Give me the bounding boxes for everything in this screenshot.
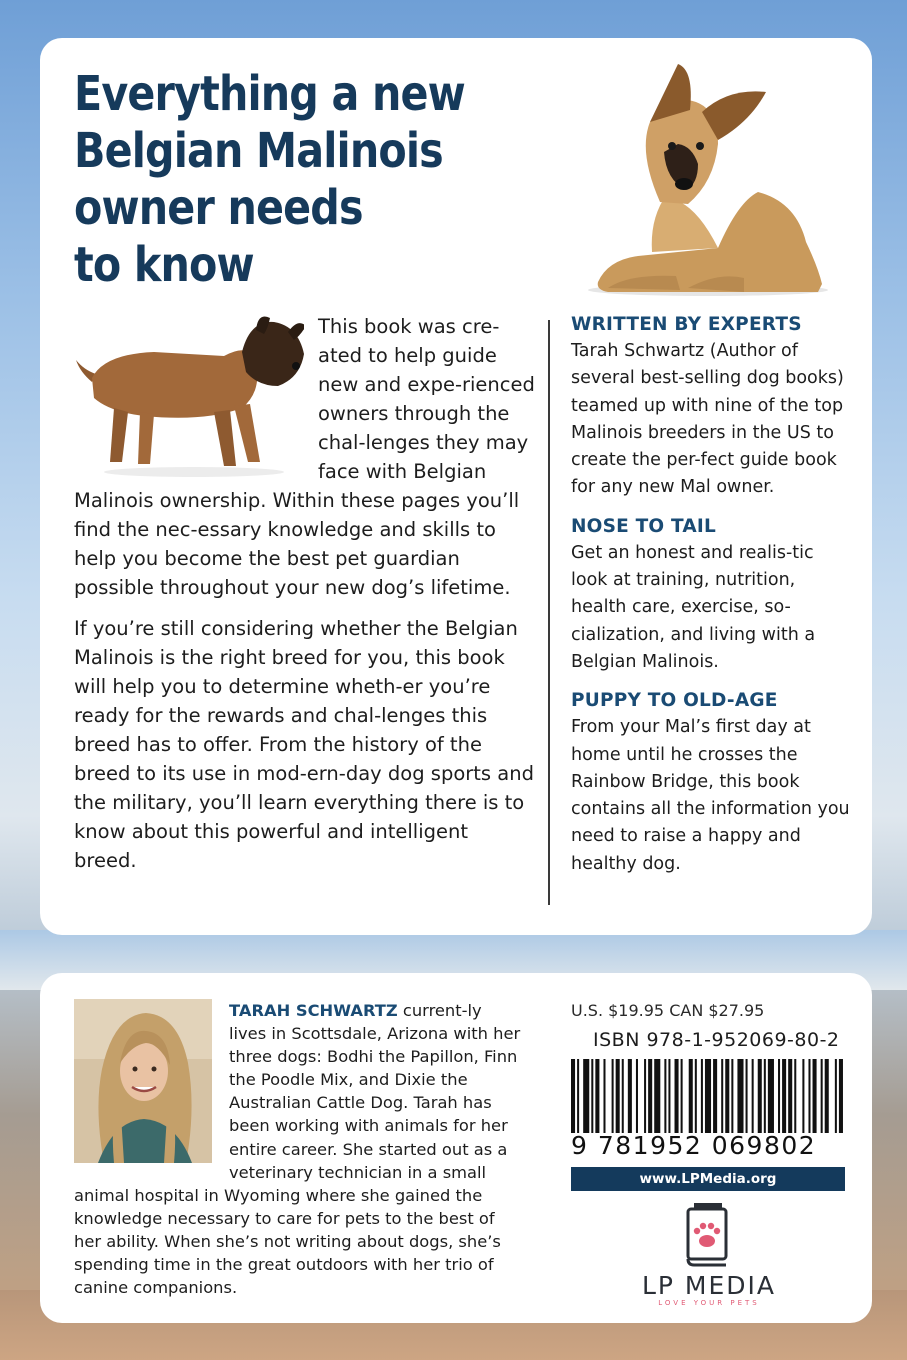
publisher-tagline: LOVE YOUR PETS (658, 1299, 760, 1307)
barcode-bar (681, 1059, 683, 1133)
barcode-bar (746, 1059, 748, 1133)
barcode-bar (616, 1059, 620, 1133)
author-bio-text: current-ly lives in Scottsdale, Arizona with her three dogs: Bodhi the Papillon, Finn the Poodle Mix, and Dixie the Australian Cattle Dog. Tarah has been working with animals for her entire career. She started out as a veterinary technician in a small animal hospital in Wyoming where she gained the knowledge necessary to care for pets to the best of her ability. When she’s not writing about dogs, she’s spending time in the great outdoors with her trio of canine companions. (74, 1001, 521, 1298)
intro-paragraph-1: This book was cre-ated to help guide new and expe-rienced owners through the chal-lenges they may face with Belgian Malinois ownership. Within these pages you’ll find the nec-essary knowledge and skills to help you become the best pet guardian possible throughout your new dog’s lifetime. (74, 315, 535, 599)
column-divider (548, 320, 550, 905)
barcode-bar (654, 1059, 660, 1133)
headline-line: Everything a new (74, 66, 465, 122)
barcode-bar (731, 1059, 733, 1133)
barcode-bar (701, 1059, 703, 1133)
feature-heading: WRITTEN BY EXPERTS (571, 314, 802, 335)
barcode-bar (764, 1059, 766, 1133)
author-section (74, 999, 522, 1299)
intro-section (74, 312, 536, 875)
feature-block (571, 688, 851, 878)
barcode-bar (758, 1059, 762, 1133)
headline-line: to know (74, 237, 254, 293)
barcode-bar (725, 1059, 729, 1133)
feature-text: Tarah Schwartz (Author of several best-selling dog books) teamed up with nine of the top Malinois breeders in the US to create the per-fect guide book for any new Mal owner. (571, 341, 844, 498)
headline (74, 66, 478, 294)
barcode-bar (825, 1059, 829, 1133)
feature-block (571, 514, 851, 676)
barcode-bar (595, 1059, 599, 1133)
barcode-bar (782, 1059, 786, 1133)
barcode-bar (648, 1059, 652, 1133)
barcode-bar (695, 1059, 697, 1133)
publisher-logo-text: LP MEDIA (641, 1271, 777, 1300)
barcode-bar (835, 1059, 837, 1133)
feature-heading: PUPPY TO OLD-AGE (571, 690, 778, 712)
barcode-number: 9 781952 069802 (571, 1131, 817, 1160)
author-and-pricing-panel (40, 973, 872, 1323)
barcode-bar (636, 1059, 638, 1133)
barcode-bar (737, 1059, 743, 1133)
barcode-bar (577, 1059, 579, 1133)
barcode-bar (603, 1059, 605, 1133)
barcode-bar (571, 1059, 575, 1133)
puppy-image-frame (74, 312, 318, 486)
headline-line: Belgian Malinois (74, 123, 443, 179)
barcode-bar (668, 1059, 670, 1133)
author-name: TARAH SCHWARTZ (229, 1001, 398, 1020)
feature-block (571, 312, 851, 502)
barcode-bar (802, 1059, 804, 1133)
book-paw-icon (680, 1203, 736, 1269)
barcode-bar (794, 1059, 796, 1133)
barcode-bar (591, 1059, 593, 1133)
barcode-bar (808, 1059, 810, 1133)
feature-heading: NOSE TO TAIL (571, 515, 716, 537)
feature-text: From your Mal’s first day at home until he crosses the Rainbow Bridge, this book contains all the information you need to raise a happy and healthy dog. (571, 717, 850, 874)
barcode-bar (612, 1059, 614, 1133)
barcode-bar (821, 1059, 823, 1133)
author-photo (74, 999, 212, 1163)
barcode-bar (839, 1059, 843, 1133)
isbn-label: ISBN 978-1-952069-80-2 (593, 1029, 840, 1051)
barcode-bar (705, 1059, 711, 1133)
barcode-bar (622, 1059, 624, 1133)
barcode (571, 1059, 845, 1133)
malinois-adult-photo (568, 52, 830, 300)
feature-text: Get an honest and realis-tic look at training, nutrition, health care, exercise, so-cialization, and living with a Belgian Malinois. (571, 542, 816, 672)
barcode-bar (689, 1059, 693, 1133)
barcode-bar (813, 1059, 817, 1133)
price-label: U.S. $19.95 CAN $27.95 (571, 1001, 765, 1020)
barcode-bar (721, 1059, 723, 1133)
publisher-url[interactable]: www.LPMedia.org (571, 1167, 845, 1191)
barcode-bar (768, 1059, 774, 1133)
book-description-panel (40, 38, 872, 935)
author-photo-frame (74, 999, 229, 1174)
barcode-bar (778, 1059, 780, 1133)
barcode-bar (664, 1059, 666, 1133)
barcode-bar (583, 1059, 589, 1133)
barcode-bar (644, 1059, 646, 1133)
intro-paragraph-2: If you’re still considering whether the Belgian Malinois is the right breed for you, this book will help you to determine wheth-er you’re ready for the rewards and chal-lenges this breed has to offer. From the history of the breed to its use in mod-ern-day dog sports and the military, you’ll learn everything there is to know about this powerful and intelligent breed. (74, 617, 534, 872)
barcode-bar (788, 1059, 792, 1133)
barcode-bar (628, 1059, 632, 1133)
headline-line: owner needs (74, 180, 363, 236)
features-sidebar (571, 312, 851, 890)
barcode-bar (752, 1059, 754, 1133)
barcode-bar (675, 1059, 679, 1133)
malinois-puppy-photo (74, 312, 304, 482)
barcode-bar (713, 1059, 717, 1133)
